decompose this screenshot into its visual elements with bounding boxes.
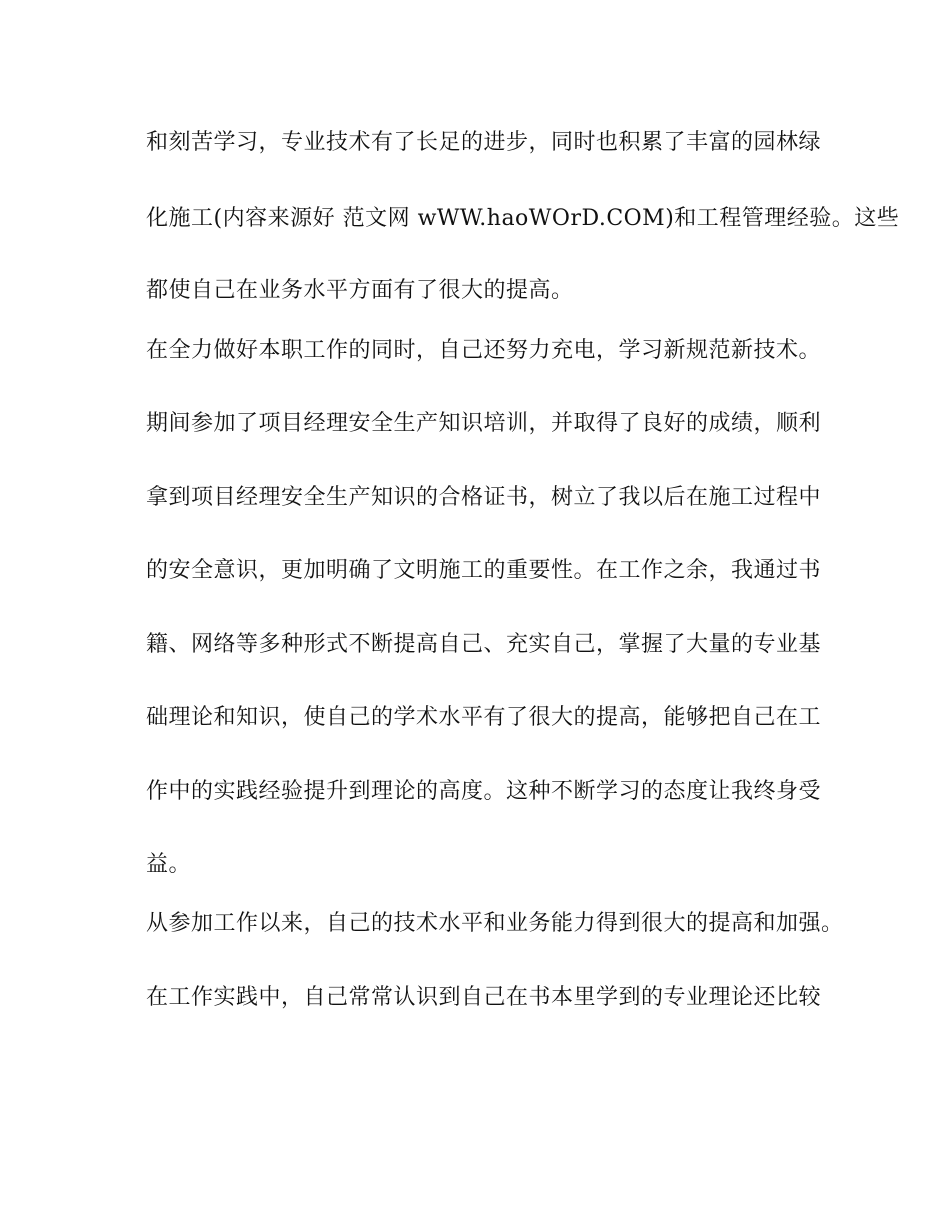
text-line: 础理论和知识，使自己的学术水平有了很大的提高，能够把自己在工 [146,705,822,730]
text-line: 都使自己在业务水平方面有了很大的提高。 [146,278,574,303]
text-line: 期间参加了项目经理安全生产知识培训，并取得了良好的成绩，顺利 [146,411,822,436]
text-line: 化施工(内容来源好 范文网 wWW.haoWOrD.COM)和工程管理经验。这些 [146,206,900,231]
text-line: 作中的实践经验提升到理论的高度。这种不断学习的态度让我终身受 [146,779,822,804]
text-line: 和刻苦学习，专业技术有了长足的进步，同时也积累了丰富的园林绿 [146,130,822,155]
text-line: 在全力做好本职工作的同时，自己还努力充电，学习新规范新技术。 [146,338,822,363]
text-line: 的安全意识，更加明确了文明施工的重要性。在工作之余，我通过书 [146,558,822,583]
text-line: 从参加工作以来，自己的技术水平和业务能力得到很大的提高和加强。 [146,911,844,936]
text-line: 籍、网络等多种形式不断提高自己、充实自己，掌握了大量的专业基 [146,632,822,657]
text-line: 在工作实践中，自己常常认识到自己在书本里学到的专业理论还比较 [146,985,822,1010]
text-line: 益。 [146,852,192,877]
text-line: 拿到项目经理安全生产知识的合格证书，树立了我以后在施工过程中 [146,485,822,510]
